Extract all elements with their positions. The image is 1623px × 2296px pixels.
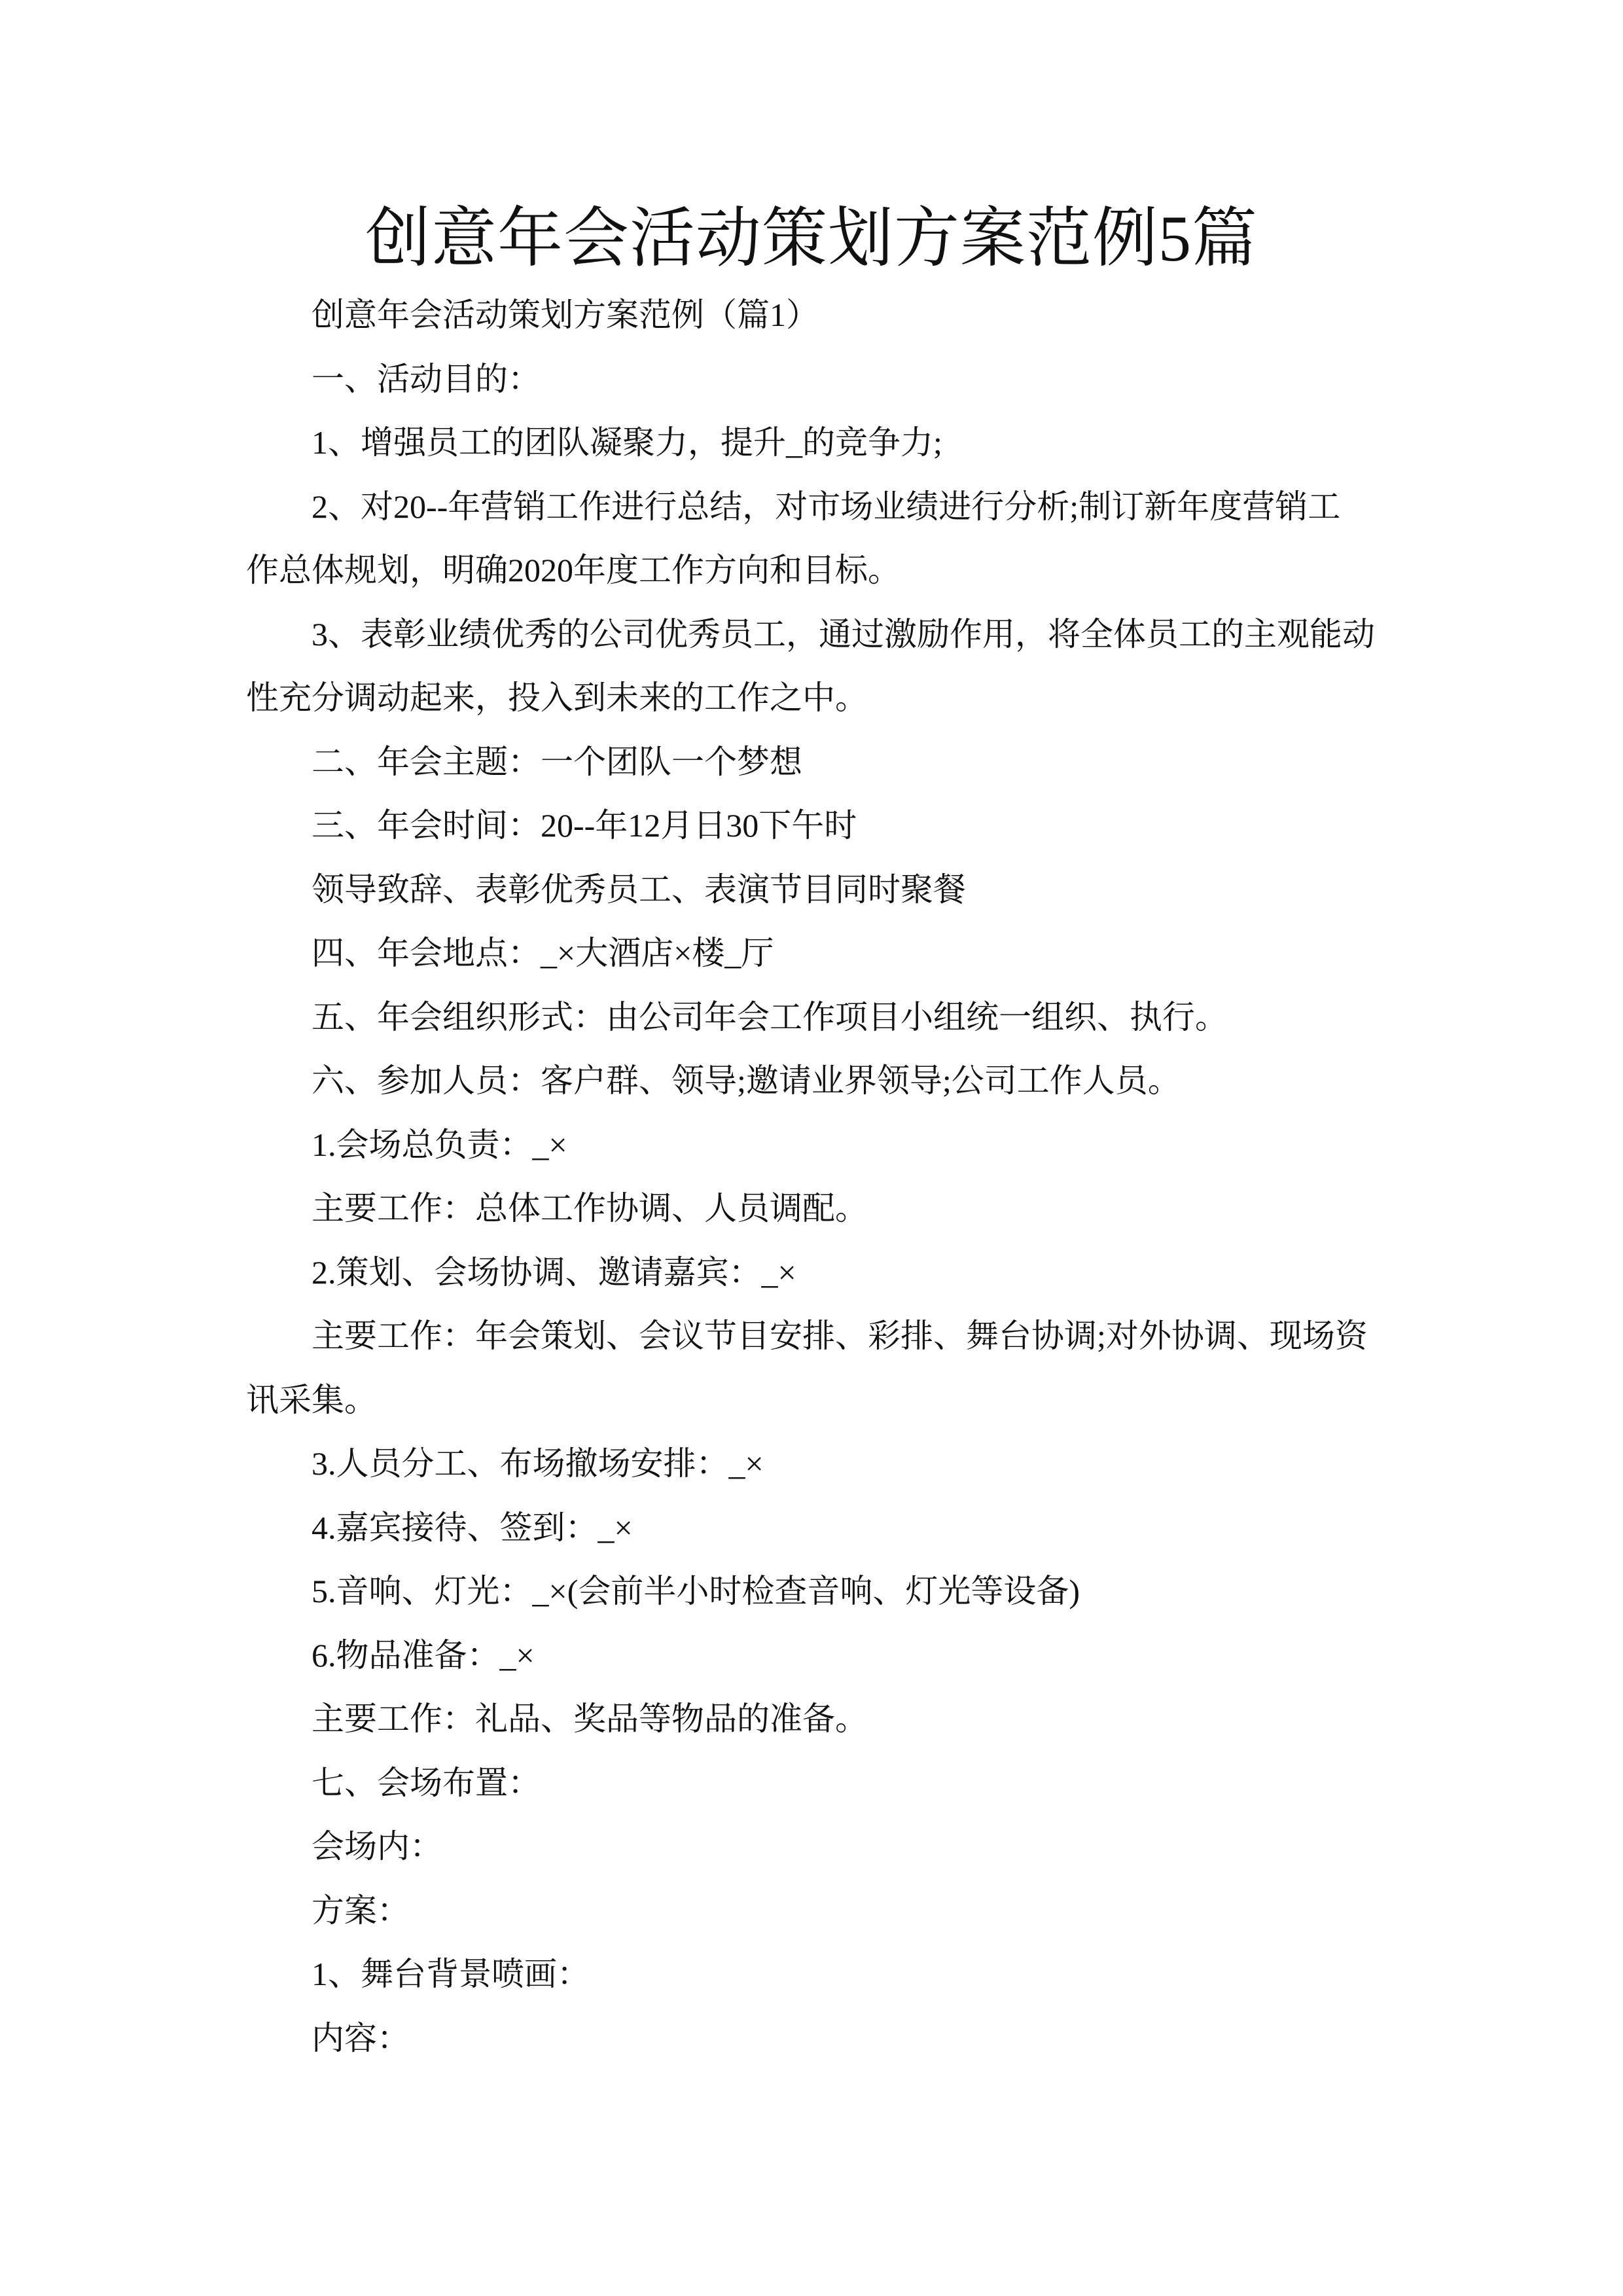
text-line: 五、年会组织形式：由公司年会工作项目小组统一组织、执行。 [312,998,1228,1035]
paragraph [246,1815,1385,1879]
text-line: 5.音响、灯光：_×(会前半小时检查音响、灯光等设备) [312,1573,1080,1609]
text-line: 2.策划、会场协调、邀请嘉宾：_× [312,1253,796,1291]
text-line: 1.会场总负责：_× [312,1126,567,1163]
text-line: 6.物品准备：_× [312,1636,535,1674]
text-line: 四、年会地点：_×大酒店×楼_厅 [312,935,774,971]
paragraph [246,1751,1385,1816]
text-line: 3.人员分工、布场撤场安排：_× [312,1445,764,1482]
paragraph [246,794,1385,858]
text-line: 三、年会时间：20--年12月日30下午时 [312,807,857,844]
paragraph [246,603,1385,730]
paragraph [246,1177,1385,1241]
text-line: 一、活动目的： [312,360,541,397]
paragraph [246,922,1385,986]
text-line: 方案： [312,1892,410,1929]
document-title: 创意年会活动策划方案范例5篇 [365,202,1258,275]
paragraph [246,411,1385,475]
document-body [246,283,1385,2070]
paragraph [246,475,1385,603]
paragraph [246,1943,1385,2007]
text-line: 六、参加人员：客户群、领导;邀请业界领导;公司工作人员。 [312,1062,1181,1099]
text-line: 内容： [312,2019,410,2056]
paragraph [246,1624,1385,1688]
paragraph [246,1241,1385,1305]
paragraph [246,348,1385,412]
paragraph [246,1879,1385,1943]
paragraph [246,1687,1385,1751]
text-line: 会场内： [312,1828,442,1865]
text-line: 2、对20--年营销工作进行总结，对市场业绩进行分析;制订新年度营销工 [312,488,1341,525]
text-line: 讯采集。 [246,1381,377,1418]
text-line: 作总体规划，明确2020年度工作方向和目标。 [246,552,901,588]
text-line: 4.嘉宾接待、签到：_× [312,1509,633,1546]
paragraph [246,1432,1385,1496]
text-line: 二、年会主题：一个团队一个梦想 [312,743,802,780]
text-line: 主要工作：年会策划、会议节目安排、彩排、舞台协调;对外协调、现场资 [312,1318,1368,1354]
paragraph [246,1113,1385,1177]
paragraph [246,1049,1385,1113]
text-line: 七、会场布置： [312,1764,541,1801]
text-line: 3、表彰业绩优秀的公司优秀员工，通过激励作用，将全体员工的主观能动 [312,615,1375,653]
text-line: 主要工作：总体工作协调、人员调配。 [312,1190,868,1227]
paragraph [246,1496,1385,1560]
paragraph [246,1304,1385,1432]
text-line: 性充分调动起来，投入到未来的工作之中。 [246,679,868,716]
text-line: 1、增强员工的团队凝聚力，提升_的竞争力; [312,424,942,461]
text-line: 主要工作：礼品、奖品等物品的准备。 [312,1700,868,1737]
paragraph [246,2007,1385,2071]
paragraph [246,1560,1385,1624]
text-line: 领导致辞、表彰优秀员工、表演节目同时聚餐 [312,870,966,908]
text-line: 1、舞台背景喷画： [312,1956,590,1992]
paragraph [246,730,1385,795]
paragraph [246,986,1385,1050]
paragraph [246,858,1385,922]
text-line: 创意年会活动策划方案范例（篇1） [312,296,819,333]
paragraph [246,283,1385,348]
